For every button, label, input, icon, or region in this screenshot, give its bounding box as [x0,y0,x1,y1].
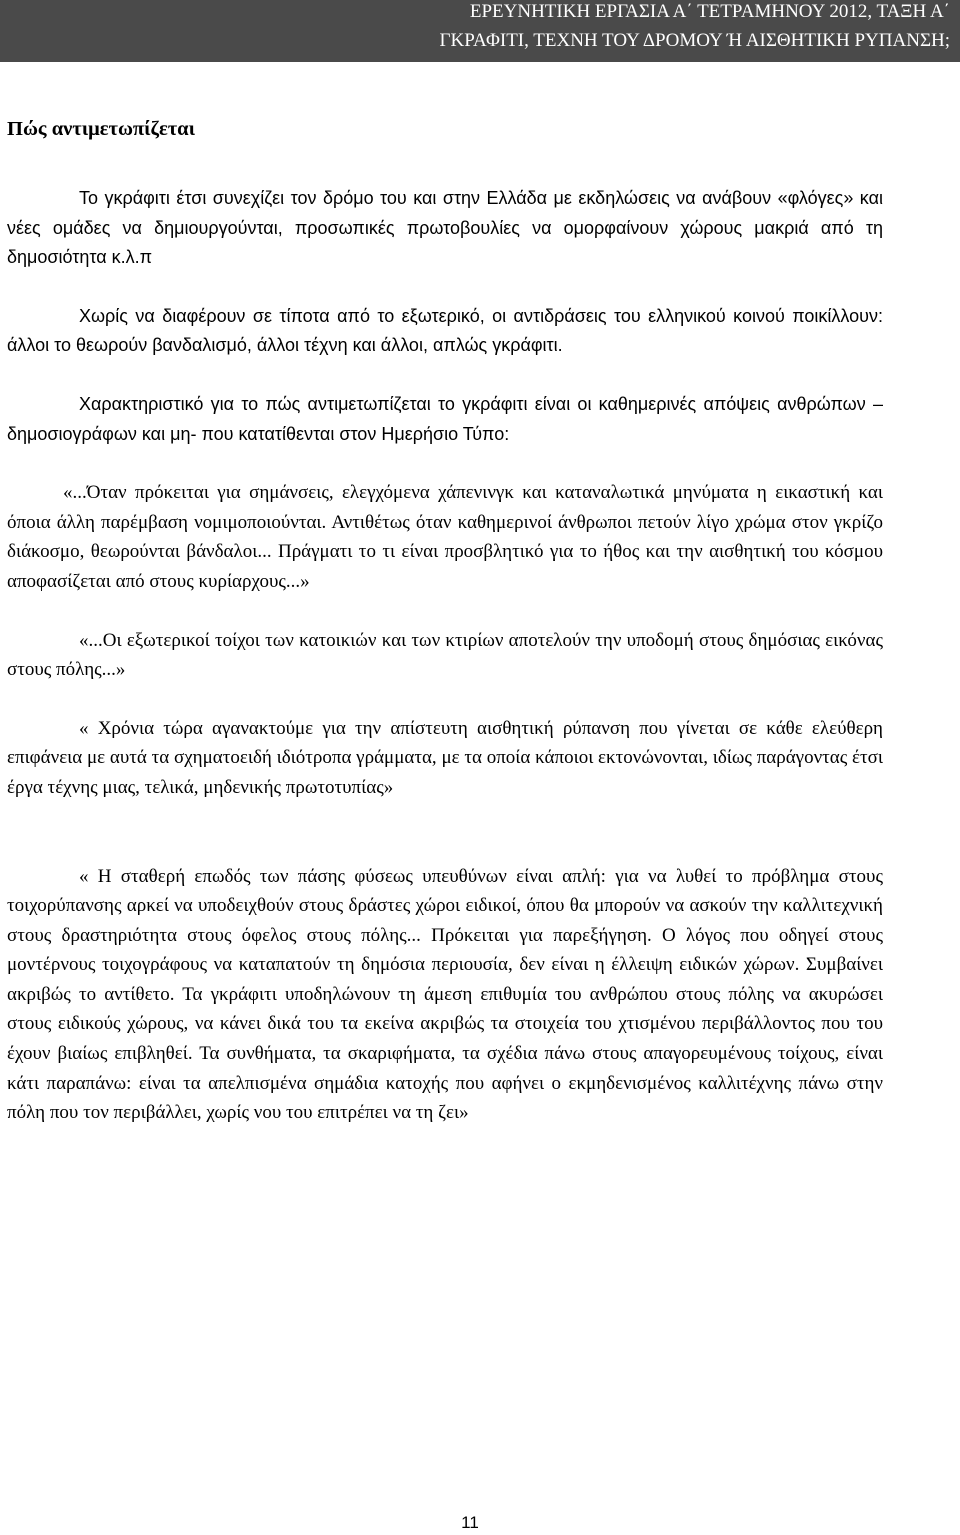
paragraph-public-reactions: Χωρίς να διαφέρουν σε τίποτα από το εξωτερικό, οι αντιδράσεις του ελληνικού κοινού ποικίλλουν: άλλοι το θεωρούν βανδαλισμό, άλλοι τέχνη και άλλοι, απλώς γκράφιτι. [7,305,883,356]
quote-paragraph-3: « Χρόνια τώρα αγανακτούμε για την απίστευτη αισθητική ρύπανση που γίνεται σε κάθε ελεύθερη επιφάνεια με αυτά τα σχηματοειδή ιδιότροπα γράμματα, με τα οποία κάποιοι εκτονώνονται, ιδίως παράγοντας έτσι έργα τέχνης μιας, τελικά, μηδενικής πρωτοτυπίας» [7,717,883,798]
section-heading: Πώς αντιμετωπίζεται [7,118,195,140]
paragraph-graffiti-in-greece: Το γκράφιτι έτσι συνεχίζει τον δρόμο του και στην Ελλάδα με εκδηλώσεις να ανάβουν «φλόγες» και νέες ομάδες να δημιουργούνται, προσωπικές πρωτοβουλίες να ομορφαίνουν χώρους μακριά από τη δημοσιότητα κ.λ.π [7,188,883,268]
page-number: 11 [461,1513,479,1532]
quote-paragraph-4: « Η σταθερή επωδός των πάσης φύσεως υπευθύνων είναι απλή: για να λυθεί το πρόβλημα στους τοιχορύπανσης αρκεί να υποδειχθούν στους δράστες χώροι ειδικοί, όπου θα μπορούν να ασκούν την καλλιτεχνική στους δραστηριότητα στους όφελος στους πόλης... Πρόκειται για παρεξήγηση. Ο λόγος που οδηγεί στους μοντέρνους τοιχογράφους να καταπατούν τη δημόσια περιουσία, δεν είναι η έλλειψη ειδικών χώρων. Συμβαίνει ακριβώς το αντίθετο. Τα γκράφιτι υποδηλώνουν τη άμεση επιθυμία του ανθρώπου στους πόλης να ακυρώσει στους ειδικούς χώρους, να κάνει δικά του τα εκείνα ακριβώς τα στοιχεία του χτισμένου περιβάλλοντος που του έχουν βιαίως επιβληθεί. Τα συνθήματα, τα σκαριφήματα, τα σχέδια πάνω στους απαγορευμένους τοίχους, είναι κάτι παραπάνω: είναι τα απελπισμένα σημάδια κατοχής που αφήνει ο εκμηδενισμένος καλλιτέχνης πάνω στην πόλη που τον περιβάλλει, χωρίς νου του επιτρέπει να τη ζει» [7,865,883,1124]
paragraph-daily-press-intro: Χαρακτηριστικό για το πώς αντιμετωπίζεται το γκράφιτι είναι οι καθημερινές απόψεις ανθρώπων –δημοσιογράφων και μη- που κατατίθενται στον Ημερήσιο Τύπο: [7,393,883,444]
body-text [7,184,883,1128]
running-header [0,0,960,62]
header-title-line-2: ΓΚΡΑΦΙΤΙ, ΤΕΧΝΗ ΤΟΥ ΔΡΟΜΟΥ Ή ΑΙΣΘΗΤΙΚΗ ΡΥΠΑΝΣΗ; [439,30,950,51]
header-title-line-1: ΕΡΕΥΝΗΤΙΚΗ ΕΡΓΑΣΙΑ Α΄ ΤΕΤΡΑΜΗΝΟΥ 2012, ΤΑΞΗ Α΄ [469,1,950,22]
quote-paragraph-2: «...Οι εξωτερικοί τοίχοι των κατοικιών και των κτιρίων αποτελούν την υποδομή στους δημόσιας εικόνας στους πόλης...» [7,629,883,681]
quote-paragraph-1: «...Όταν πρόκειται για σημάνσεις, ελεγχόμενα χάπενινγκ και καταναλωτικά μηνύματα η εικαστική και όποια άλλη παρέμβαση νομιμοποιούνται. Αντιθέτως όταν καθημερινοί άνθρωποι πετούν λίγο χρώμα στον γκρίζο διάκοσμο, θεωρούνται βάνδαλοι... Πράγματι το τι είναι προσβλητικό για το ήθος και την αισθητική του κόσμου αποφασίζεται από στους κυρίαρχους...» [7,482,883,592]
